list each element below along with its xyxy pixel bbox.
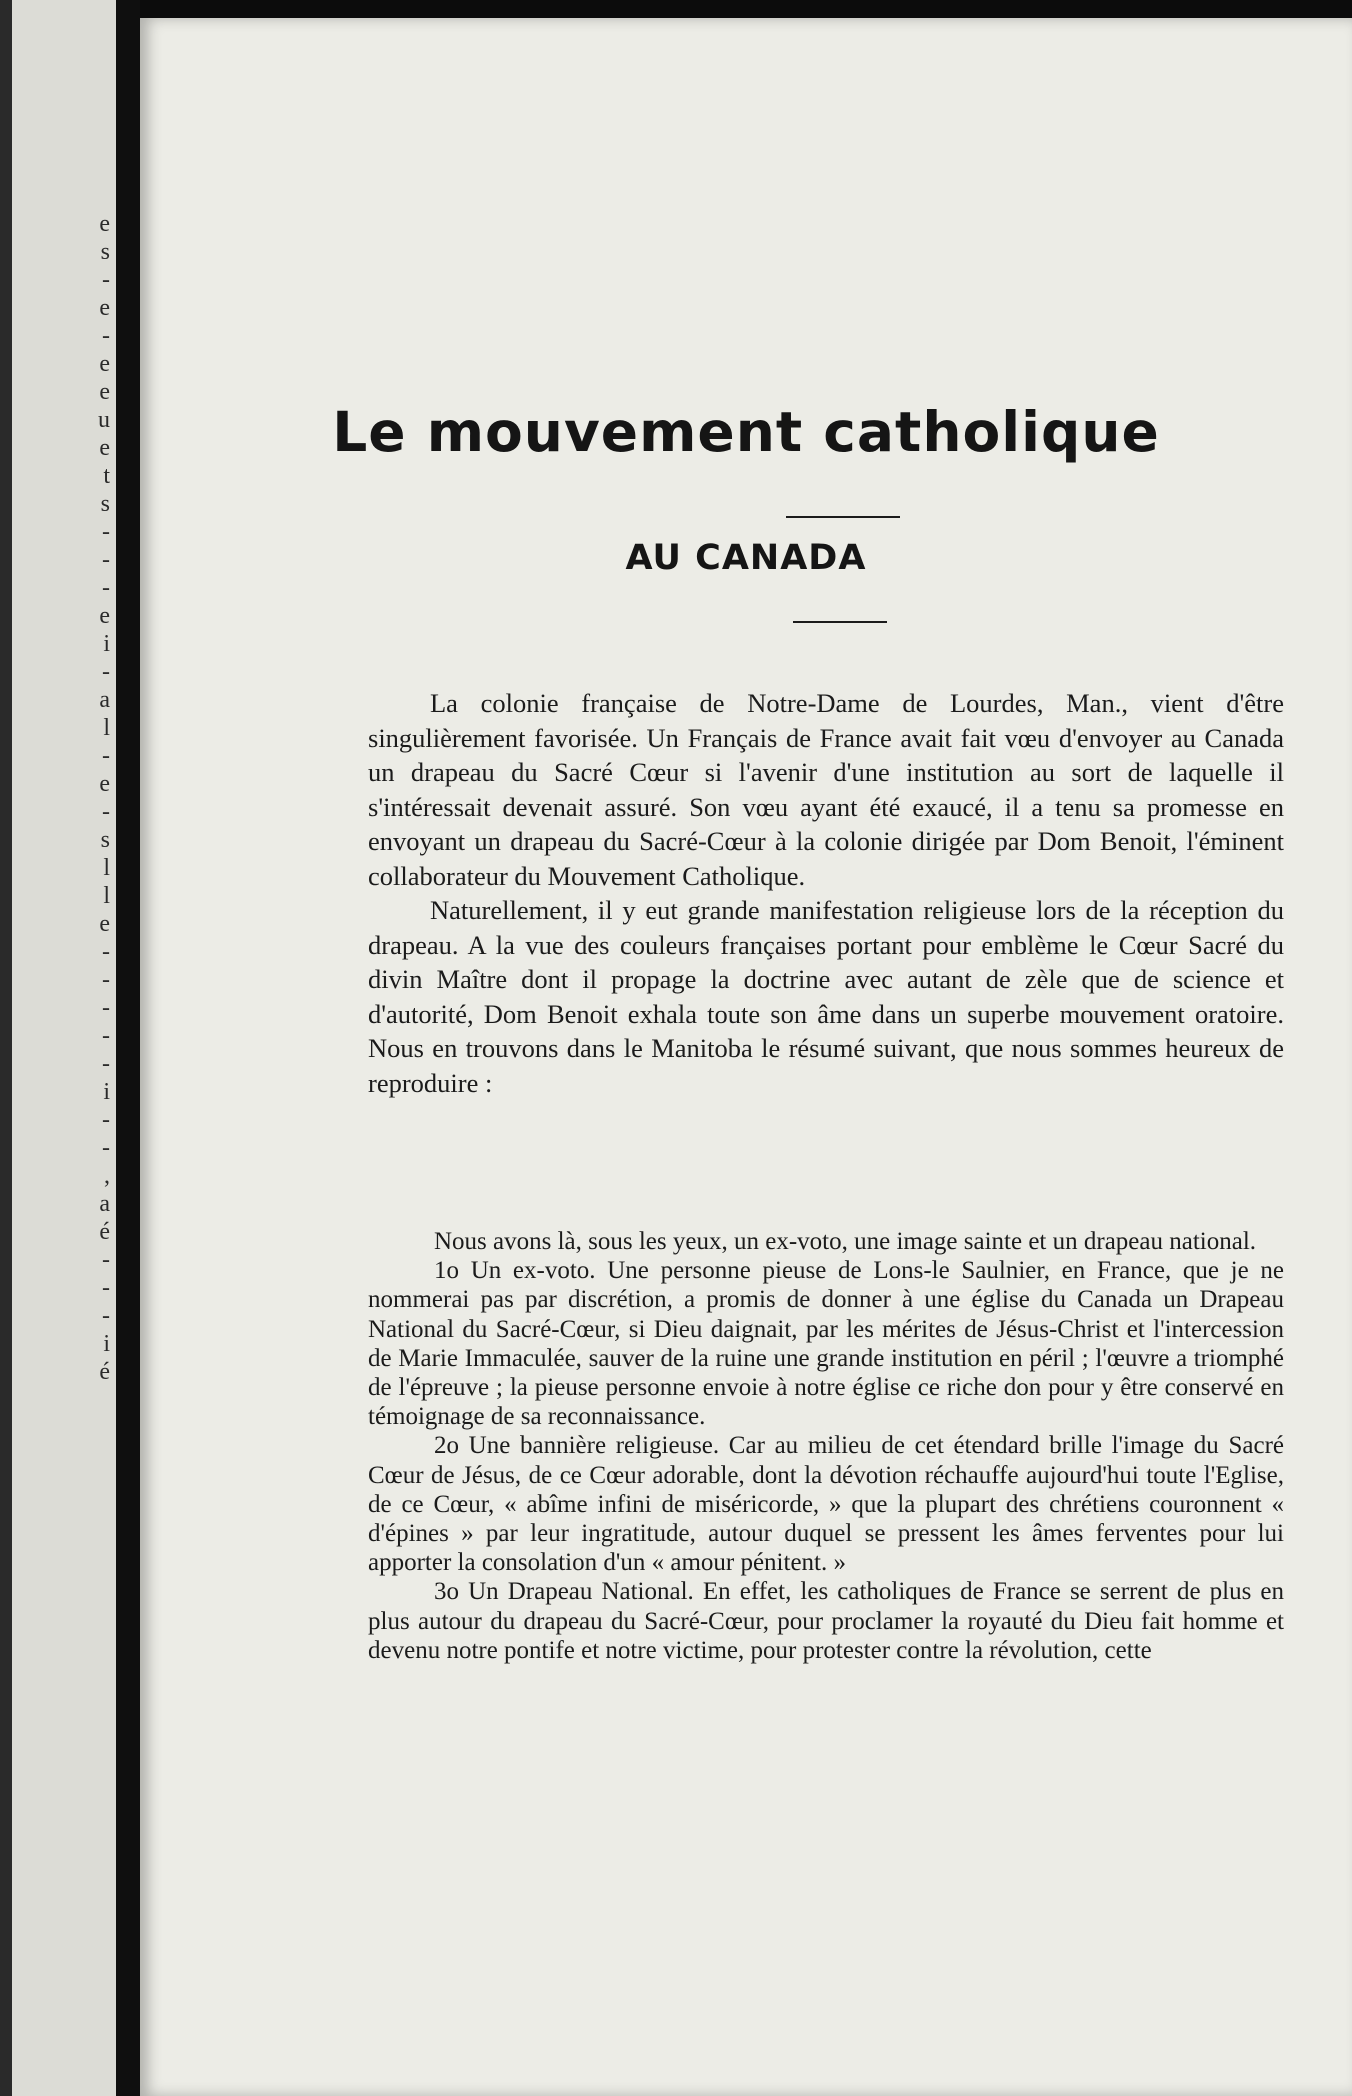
previous-page-letter: - xyxy=(102,1051,110,1077)
previous-page-letter: - xyxy=(102,1135,110,1161)
previous-page-letter: é xyxy=(99,1359,110,1385)
previous-page-letter: - xyxy=(102,575,110,601)
previous-page-letter: e xyxy=(99,379,110,405)
quoted-speech xyxy=(368,1227,1284,1665)
quote-paragraph: 1o Un ex-voto. Une personne pieuse de Lons-le Saulnier, en France, que je ne nommerai pas par discrétion, a promis de donner à une église du Canada un Drapeau National du Sacré-Cœur, si Dieu daignait, par les mérites de Jésus-Christ et l'intercession de Marie Immaculée, sauver de la ruine une grande institution en péril ; l'œuvre a triomphé de l'épreuve ; la pieuse personne envoie à notre église ce riche don pour y être conservé en témoignage de sa reconnaissance. xyxy=(368,1257,1284,1431)
previous-page-letter: e xyxy=(99,211,110,237)
book-gutter xyxy=(116,0,140,2096)
article-subtitle: AU CANADA xyxy=(625,538,867,578)
quote-paragraph: 2o Une bannière religieuse. Car au milieu de cet étendard brille l'image du Sacré Cœur de Jésus, de ce Cœur adorable, dont la dévotion réchauffe aujourd'hui toute l'Eglise, de ce Cœur, « abîme infini de miséricorde, » que la plupart des chrétiens couronnent « d'épines » par leur ingratitude, autour duquel se pressent les âmes ferventes pour lui apporter la consolation d'un « amour pénitent. » xyxy=(368,1432,1284,1577)
body-paragraph: La colonie française de Notre-Dame de Lourdes, Man., vient d'être singulièrement favorisée. Un Français de France avait fait vœu d'envoyer au Canada un drapeau du Sacré Cœur si l'avenir d'une institution au sort de laquelle il s'intéressait devenait assuré. Son vœu ayant été exaucé, il a tenu sa promesse en envoyant un drapeau du Sacré-Cœur à la colonie dirigée par Dom Benoit, l'éminent collaborateur du Mouvement Catholique. xyxy=(368,688,1284,891)
previous-page-letter: a xyxy=(99,687,110,713)
previous-page-letter: a xyxy=(99,1191,110,1217)
previous-page-letter: - xyxy=(102,799,110,825)
title-rule xyxy=(786,516,900,518)
previous-page-letter: - xyxy=(102,547,110,573)
previous-page-letter: - xyxy=(102,743,110,769)
previous-page-letter: - xyxy=(102,519,110,545)
previous-page-letter: i xyxy=(103,1079,110,1105)
previous-page-letter: é xyxy=(99,1219,110,1245)
previous-page-letter: - xyxy=(102,323,110,349)
previous-page-letter: l xyxy=(103,715,110,741)
previous-page-letter: e xyxy=(99,351,110,377)
subtitle-rule xyxy=(793,621,887,623)
previous-page-letter: , xyxy=(104,1163,110,1189)
previous-page-letter: - xyxy=(102,1023,110,1049)
previous-page-edge xyxy=(0,0,116,2096)
page xyxy=(140,18,1352,2096)
previous-page-letter: l xyxy=(103,883,110,909)
previous-page-letter: e xyxy=(99,603,110,629)
quote-paragraph: 3o Un Drapeau National. En effet, les catholiques de France se serrent de plus en plus autour du drapeau du Sacré-Cœur, pour proclamer la royauté du Dieu fait homme et devenu notre pontife et notre victime, pour protester contre la révolution, cette xyxy=(368,1578,1284,1664)
previous-page-margin-letters xyxy=(98,210,110,1386)
previous-page-letter: e xyxy=(99,911,110,937)
previous-page-letter: e xyxy=(99,435,110,461)
previous-page-letter: - xyxy=(102,1107,110,1133)
previous-page-letter: - xyxy=(102,995,110,1021)
previous-page-letter: - xyxy=(102,1247,110,1273)
quote-paragraph: Nous avons là, sous les yeux, un ex-voto, une image sainte et un drapeau national. xyxy=(434,1228,1257,1255)
previous-page-letter: t xyxy=(103,463,110,489)
previous-page-letter: s xyxy=(100,239,110,265)
article-body xyxy=(368,686,1284,1100)
previous-page-shadow xyxy=(0,0,12,2096)
previous-page-letter: s xyxy=(100,491,110,517)
previous-page-letter: - xyxy=(102,267,110,293)
previous-page-letter: - xyxy=(102,967,110,993)
previous-page-letter: l xyxy=(103,855,110,881)
body-paragraph: Naturellement, il y eut grande manifestation religieuse lors de la réception du drapeau. A la vue des couleurs françaises portant pour emblème le Cœur Sacré du divin Maître dont il propage la doctrine avec autant de zèle que de science et d'autorité, Dom Benoit exhala toute son âme dans un superbe mouvement oratoire. Nous en trouvons dans le Manitoba le résumé suivant, que nous sommes heureux de reproduire : xyxy=(368,895,1284,1098)
previous-page-letter: i xyxy=(103,631,110,657)
previous-page-letter: u xyxy=(98,407,110,433)
previous-page-letter: - xyxy=(102,1275,110,1301)
article-title: Le mouvement catholique xyxy=(332,400,1160,464)
previous-page-letter: e xyxy=(99,771,110,797)
previous-page-letter: s xyxy=(100,827,110,853)
previous-page-letter: - xyxy=(102,939,110,965)
previous-page-letter: - xyxy=(102,659,110,685)
previous-page-letter: e xyxy=(99,295,110,321)
previous-page-letter: i xyxy=(103,1331,110,1357)
previous-page-letter: - xyxy=(102,1303,110,1329)
